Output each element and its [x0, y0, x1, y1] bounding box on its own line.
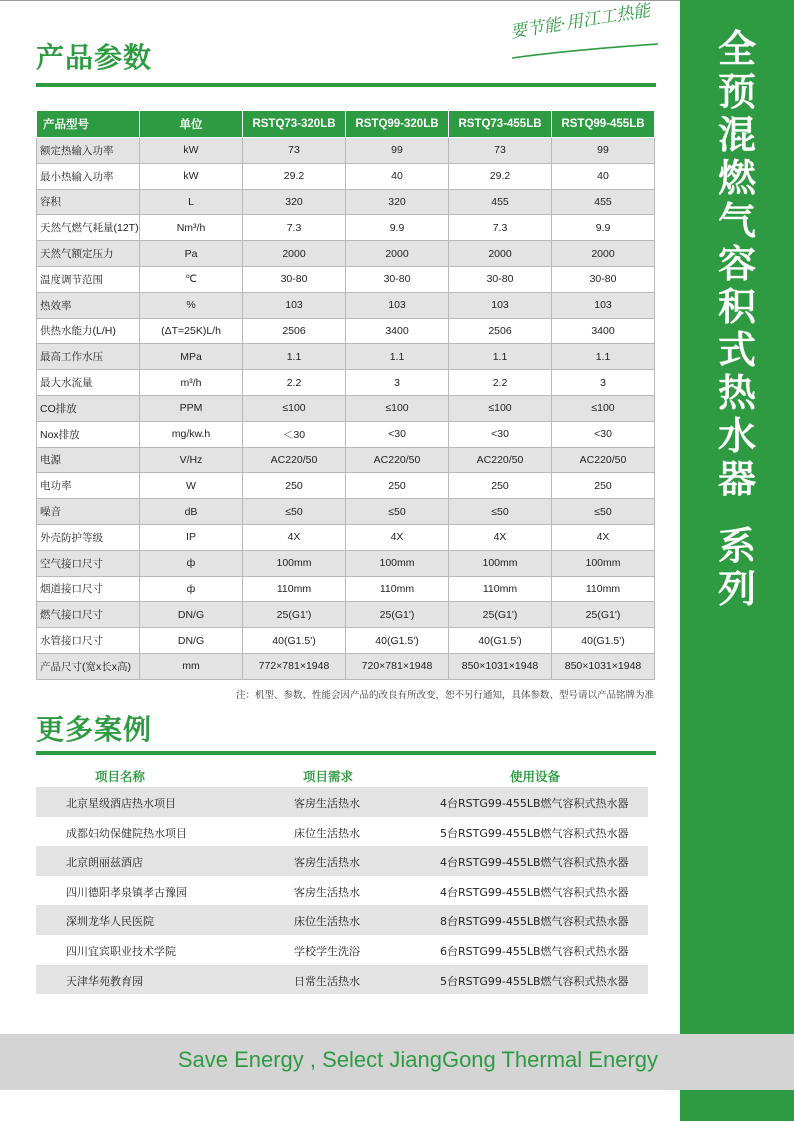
params-title-underline — [36, 83, 656, 87]
side-title-char: 积 — [717, 285, 756, 329]
brand-slogan — [508, 0, 658, 62]
param-value-cell: 3400 — [552, 318, 655, 344]
param-value-cell: ≤100 — [346, 395, 449, 421]
case-project-name: 北京朗丽兹酒店 — [66, 856, 143, 870]
param-value-cell: 25(G1') — [243, 602, 346, 628]
param-value-cell: 1.1 — [243, 344, 346, 370]
cases-header-demand: 项目需求 — [303, 769, 354, 784]
spec-footnote: 注：机型、参数、性能会因产品的改良有所改变，恕不另行通知，具体参数、型号请以产品铭牌为准 — [235, 690, 654, 701]
param-value-cell: 110mm — [346, 576, 449, 602]
spec-header-model: 产品型号 — [37, 111, 140, 138]
param-value-cell: 73 — [449, 138, 552, 164]
spec-table-header — [37, 111, 655, 138]
cases-header-equipment: 使用设备 — [510, 769, 561, 784]
param-value-cell: 40 — [346, 163, 449, 189]
table-row — [37, 292, 655, 318]
param-name-cell: 电源 — [37, 447, 140, 473]
table-row — [37, 628, 655, 654]
param-value-cell: 2506 — [449, 318, 552, 344]
case-equipment: 5台RSTG99-455LB燃气容积式热水器 — [440, 974, 629, 988]
param-name-cell: 天然气燃气耗量(12T) — [37, 215, 140, 241]
list-item — [36, 817, 648, 847]
side-title-char: 容 — [717, 242, 756, 286]
param-unit-cell: ф — [140, 550, 243, 576]
slogan-swoosh-icon — [510, 40, 660, 60]
param-value-cell: 850×1031×1948 — [449, 653, 552, 679]
param-unit-cell: IP — [140, 524, 243, 550]
param-unit-cell: DN/G — [140, 628, 243, 654]
param-value-cell: AC220/50 — [243, 447, 346, 473]
cases-title-underline — [36, 751, 656, 755]
param-name-cell: Nox排放 — [37, 421, 140, 447]
side-title-suffix-char: 列 — [717, 567, 756, 611]
param-value-cell: 4X — [449, 524, 552, 550]
param-value-cell: 2000 — [243, 241, 346, 267]
cases-table-header — [36, 765, 656, 785]
param-name-cell: 外壳防护等级 — [37, 524, 140, 550]
param-unit-cell: (ΔT=25K)L/h — [140, 318, 243, 344]
param-unit-cell: L — [140, 189, 243, 215]
param-unit-cell: kW — [140, 163, 243, 189]
param-unit-cell: MPa — [140, 344, 243, 370]
param-value-cell: 250 — [552, 473, 655, 499]
param-value-cell: 3400 — [346, 318, 449, 344]
param-value-cell: AC220/50 — [552, 447, 655, 473]
case-project-name: 四川宜宾职业技术学院 — [66, 944, 176, 958]
param-name-cell: 燃气接口尺寸 — [37, 602, 140, 628]
param-value-cell: 9.9 — [346, 215, 449, 241]
param-value-cell: 2.2 — [243, 370, 346, 396]
case-equipment: 4台RSTG99-455LB燃气容积式热水器 — [440, 856, 629, 870]
param-unit-cell: Nm³/h — [140, 215, 243, 241]
list-item — [36, 846, 648, 876]
case-project-name: 深圳龙华人民医院 — [66, 915, 154, 929]
param-value-cell: 103 — [552, 292, 655, 318]
case-equipment: 8台RSTG99-455LB燃气容积式热水器 — [440, 915, 629, 929]
param-value-cell: 30-80 — [346, 266, 449, 292]
case-demand: 床位生活热水 — [294, 826, 360, 840]
spec-header-unit: 单位 — [140, 111, 243, 138]
spec-header-model-3: RSTQ73-455LB — [449, 111, 552, 138]
param-value-cell: 320 — [243, 189, 346, 215]
param-name-cell: 热效率 — [37, 292, 140, 318]
param-value-cell: ≤50 — [346, 499, 449, 525]
case-demand: 学校学生洗浴 — [294, 944, 360, 958]
param-value-cell: ≤50 — [449, 499, 552, 525]
case-demand: 客房生活热水 — [294, 797, 360, 810]
param-name-cell: 额定热输入功率 — [37, 138, 140, 164]
param-name-cell: 最小热输入功率 — [37, 163, 140, 189]
param-value-cell: ≤100 — [243, 395, 346, 421]
param-value-cell: 30-80 — [449, 266, 552, 292]
param-unit-cell: ф — [140, 576, 243, 602]
spec-header-model-1: RSTQ73-320LB — [243, 111, 346, 138]
table-row — [37, 602, 655, 628]
param-name-cell: 烟道接口尺寸 — [37, 576, 140, 602]
table-row — [37, 370, 655, 396]
param-value-cell: 3 — [346, 370, 449, 396]
param-value-cell: 110mm — [449, 576, 552, 602]
table-row — [37, 318, 655, 344]
param-name-cell: 空气接口尺寸 — [37, 550, 140, 576]
param-unit-cell: W — [140, 473, 243, 499]
param-unit-cell: DN/G — [140, 602, 243, 628]
param-unit-cell: V/Hz — [140, 447, 243, 473]
param-value-cell: 100mm — [346, 550, 449, 576]
param-value-cell: 73 — [243, 138, 346, 164]
param-value-cell: 250 — [449, 473, 552, 499]
case-demand: 客房生活热水 — [294, 885, 360, 899]
param-value-cell: 1.1 — [346, 344, 449, 370]
param-value-cell: 2.2 — [449, 370, 552, 396]
param-unit-cell: % — [140, 292, 243, 318]
case-project-name: 北京星级酒店热水项目 — [66, 797, 176, 810]
param-value-cell: 720×781×1948 — [346, 653, 449, 679]
param-unit-cell: ℃ — [140, 266, 243, 292]
table-row — [37, 163, 655, 189]
table-row — [37, 473, 655, 499]
param-value-cell: 100mm — [449, 550, 552, 576]
spec-header-model-4: RSTQ99-455LB — [552, 111, 655, 138]
param-value-cell: ≤50 — [243, 499, 346, 525]
list-item — [36, 787, 648, 817]
param-value-cell: 455 — [552, 189, 655, 215]
spec-table-body — [37, 138, 655, 680]
param-name-cell: 天然气额定压力 — [37, 241, 140, 267]
side-title-char: 器 — [717, 457, 756, 501]
cases-section-title: 更多案例 — [36, 713, 153, 746]
param-value-cell: 40 — [552, 163, 655, 189]
side-title-band — [680, 0, 794, 1121]
param-value-cell: 1.1 — [552, 344, 655, 370]
table-row — [37, 138, 655, 164]
table-row — [37, 576, 655, 602]
table-row — [37, 550, 655, 576]
side-title-char: 燃 — [717, 156, 756, 200]
param-name-cell: 电功率 — [37, 473, 140, 499]
param-value-cell: ≤50 — [552, 499, 655, 525]
param-value-cell: 99 — [346, 138, 449, 164]
table-row — [37, 189, 655, 215]
param-unit-cell: Pa — [140, 241, 243, 267]
param-value-cell: 250 — [243, 473, 346, 499]
params-section-title: 产品参数 — [36, 41, 153, 74]
param-name-cell: 容积 — [37, 189, 140, 215]
case-project-name: 成都妇幼保健院热水项目 — [66, 826, 187, 840]
param-value-cell: <30 — [449, 421, 552, 447]
case-demand: 客房生活热水 — [294, 856, 360, 870]
param-value-cell: 40(G1.5') — [449, 628, 552, 654]
list-item — [36, 905, 648, 935]
spec-table — [36, 110, 655, 680]
param-value-cell: 2000 — [552, 241, 655, 267]
param-value-cell: 103 — [346, 292, 449, 318]
param-value-cell: 100mm — [552, 550, 655, 576]
case-equipment: 4台RSTG99-455LB燃气容积式热水器 — [440, 885, 629, 899]
param-value-cell: 772×781×1948 — [243, 653, 346, 679]
param-value-cell: 250 — [346, 473, 449, 499]
side-title-char: 气 — [717, 199, 756, 243]
param-value-cell: 29.2 — [449, 163, 552, 189]
param-value-cell: 4X — [243, 524, 346, 550]
param-value-cell: 9.9 — [552, 215, 655, 241]
param-value-cell: 2000 — [346, 241, 449, 267]
param-value-cell: 7.3 — [449, 215, 552, 241]
side-title-char: 热 — [717, 371, 756, 415]
param-unit-cell: m³/h — [140, 370, 243, 396]
param-unit-cell: PPM — [140, 395, 243, 421]
list-item — [36, 965, 648, 995]
case-equipment: 4台RSTG99-455LB燃气容积式热水器 — [440, 797, 629, 810]
table-row — [37, 524, 655, 550]
case-demand: 床位生活热水 — [294, 915, 360, 929]
param-name-cell: 温度调节范围 — [37, 266, 140, 292]
param-name-cell: 产品尺寸(宽x长x高) — [37, 653, 140, 679]
param-value-cell: 2506 — [243, 318, 346, 344]
param-value-cell: 4X — [552, 524, 655, 550]
case-demand: 日常生活热水 — [294, 974, 360, 988]
side-title-char: 式 — [717, 328, 756, 372]
case-project-name: 四川德阳孝泉镇孝古豫园 — [66, 885, 187, 899]
param-name-cell: 水管接口尺寸 — [37, 628, 140, 654]
cases-table-body — [36, 787, 648, 994]
param-value-cell: 110mm — [243, 576, 346, 602]
case-project-name: 天津华苑教育园 — [66, 974, 143, 988]
cases-header-project: 项目名称 — [95, 769, 146, 784]
side-title-char: 混 — [717, 113, 756, 157]
table-row — [37, 447, 655, 473]
footer-slogan: Save Energy , Select JiangGong Thermal Energy — [177, 1047, 658, 1072]
param-unit-cell: kW — [140, 138, 243, 164]
table-row — [37, 395, 655, 421]
param-value-cell: 455 — [449, 189, 552, 215]
list-item — [36, 935, 648, 965]
param-value-cell: 25(G1') — [552, 602, 655, 628]
param-value-cell: 3 — [552, 370, 655, 396]
param-value-cell: 29.2 — [243, 163, 346, 189]
table-row — [37, 344, 655, 370]
param-unit-cell: dB — [140, 499, 243, 525]
param-value-cell: 30-80 — [552, 266, 655, 292]
param-value-cell: 320 — [346, 189, 449, 215]
param-value-cell: 1.1 — [449, 344, 552, 370]
table-row — [37, 653, 655, 679]
param-value-cell: 2000 — [449, 241, 552, 267]
param-value-cell: AC220/50 — [346, 447, 449, 473]
param-name-cell: 噪音 — [37, 499, 140, 525]
param-value-cell: 25(G1') — [346, 602, 449, 628]
case-equipment: 6台RSTG99-455LB燃气容积式热水器 — [440, 944, 629, 958]
param-value-cell: <30 — [552, 421, 655, 447]
param-value-cell: ≤100 — [552, 395, 655, 421]
param-unit-cell: mm — [140, 653, 243, 679]
param-value-cell: 7.3 — [243, 215, 346, 241]
side-series-title — [680, 28, 794, 611]
param-value-cell: 100mm — [243, 550, 346, 576]
param-value-cell: 103 — [243, 292, 346, 318]
param-value-cell: 850×1031×1948 — [552, 653, 655, 679]
table-row — [37, 215, 655, 241]
param-unit-cell: mg/kw.h — [140, 421, 243, 447]
param-name-cell: 最高工作水压 — [37, 344, 140, 370]
side-title-char: 全 — [717, 27, 756, 71]
param-value-cell: 40(G1.5') — [552, 628, 655, 654]
param-value-cell: 110mm — [552, 576, 655, 602]
param-name-cell: 供热水能力(L/H) — [37, 318, 140, 344]
param-name-cell: CO排放 — [37, 395, 140, 421]
slogan-text: 要节能·用江工热能 — [508, 0, 652, 43]
param-value-cell: 25(G1') — [449, 602, 552, 628]
top-divider — [0, 0, 680, 1]
table-row — [37, 421, 655, 447]
param-value-cell: ＜30 — [243, 421, 346, 447]
param-value-cell: <30 — [346, 421, 449, 447]
table-row — [37, 266, 655, 292]
param-value-cell: 103 — [449, 292, 552, 318]
table-row — [37, 241, 655, 267]
param-value-cell: 40(G1.5') — [243, 628, 346, 654]
param-value-cell: AC220/50 — [449, 447, 552, 473]
side-title-char: 水 — [717, 414, 756, 458]
param-name-cell: 最大水流量 — [37, 370, 140, 396]
table-row — [37, 499, 655, 525]
case-equipment: 5台RSTG99-455LB燃气容积式热水器 — [440, 826, 629, 840]
footer-bar — [0, 1034, 794, 1090]
list-item — [36, 876, 648, 906]
param-value-cell: 30-80 — [243, 266, 346, 292]
side-title-suffix-char: 系 — [717, 524, 756, 568]
side-title-char: 预 — [717, 70, 756, 114]
param-value-cell: 4X — [346, 524, 449, 550]
spec-header-model-2: RSTQ99-320LB — [346, 111, 449, 138]
param-value-cell: 99 — [552, 138, 655, 164]
param-value-cell: ≤100 — [449, 395, 552, 421]
param-value-cell: 40(G1.5') — [346, 628, 449, 654]
